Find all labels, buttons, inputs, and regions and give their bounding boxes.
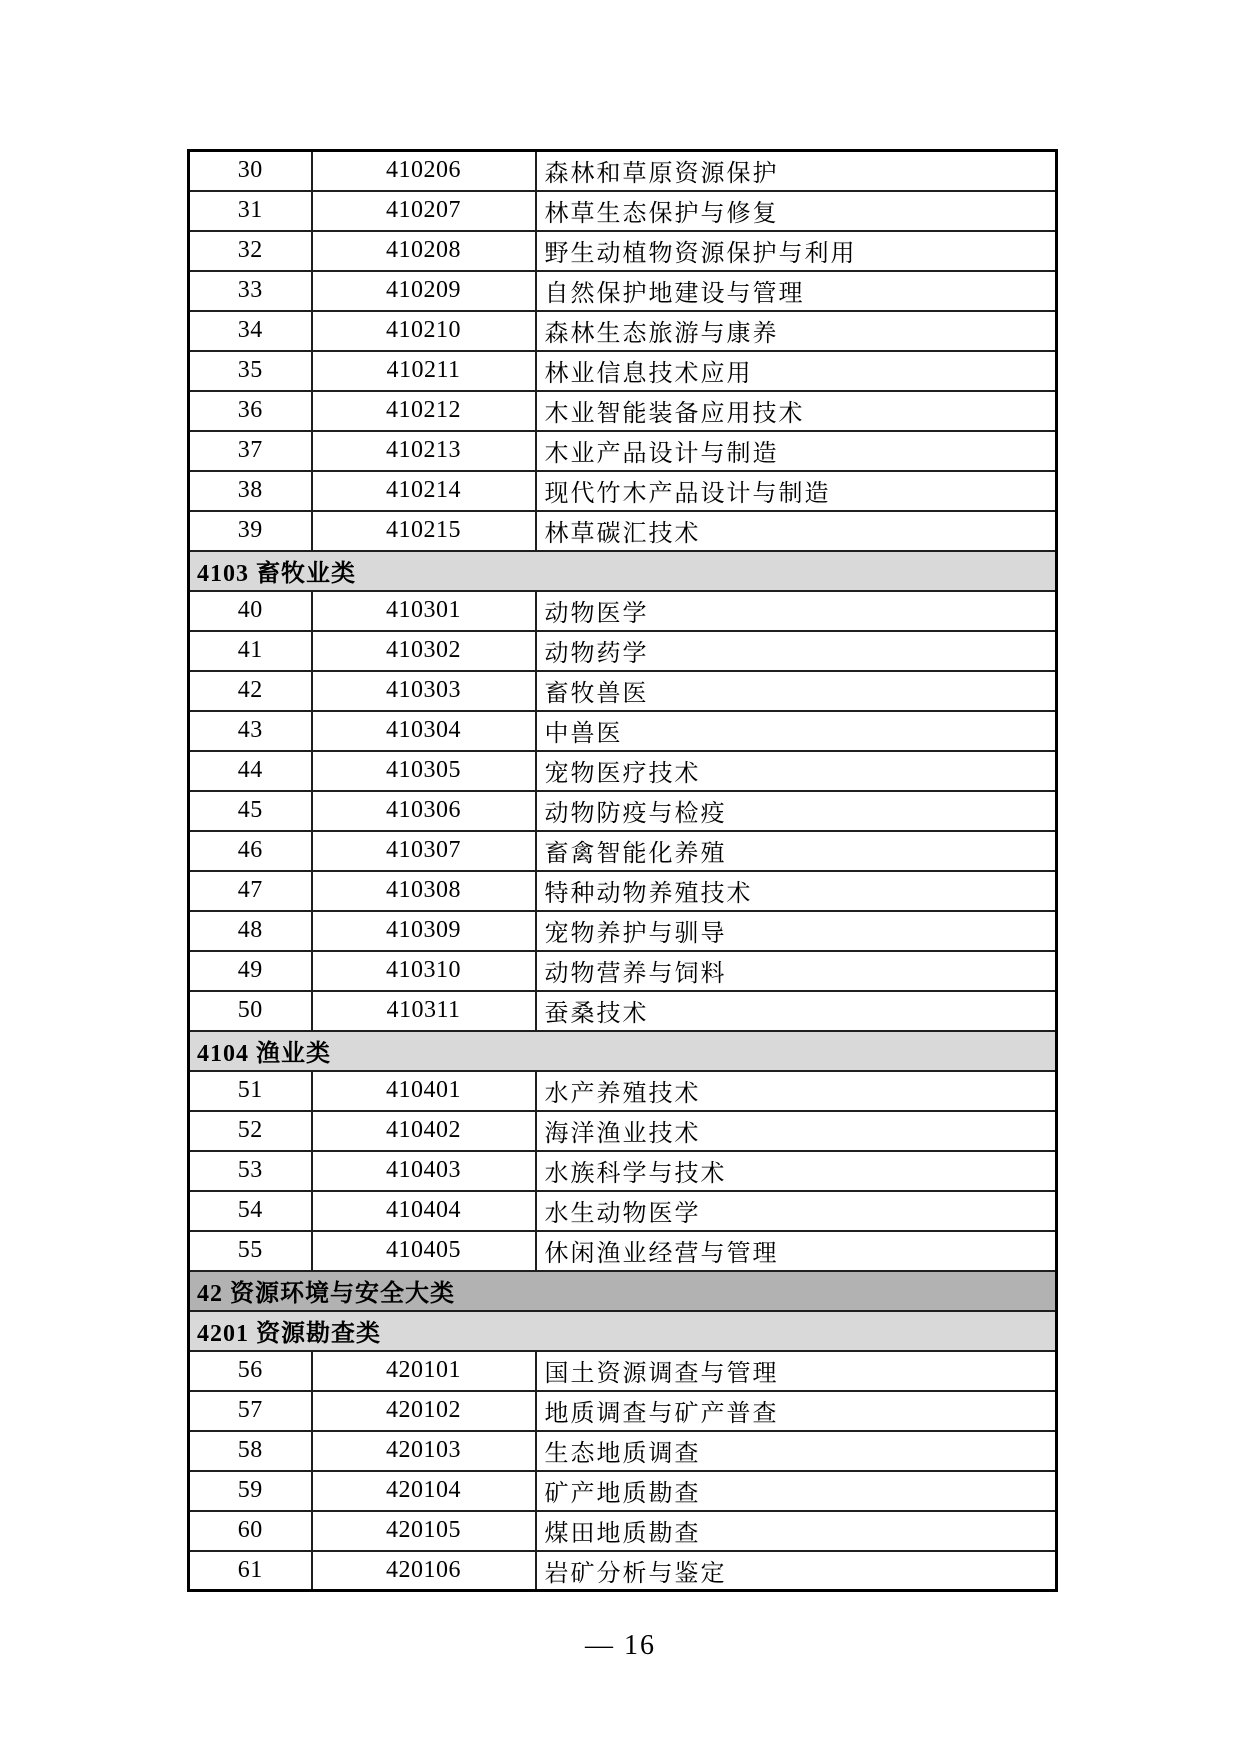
table-row — [189, 271, 1057, 311]
major-code-cell: 410401 — [312, 1071, 536, 1111]
row-number-cell: 58 — [189, 1431, 312, 1471]
table-row — [189, 191, 1057, 231]
major-code-cell: 420102 — [312, 1391, 536, 1431]
row-number-cell: 41 — [189, 631, 312, 671]
row-number-cell: 39 — [189, 511, 312, 551]
row-number-cell: 47 — [189, 871, 312, 911]
major-name-cell: 岩矿分析与鉴定 — [536, 1551, 1057, 1591]
major-name-cell: 林草生态保护与修复 — [536, 191, 1057, 231]
row-number-cell: 56 — [189, 1351, 312, 1391]
major-code-cell: 410311 — [312, 991, 536, 1031]
major-name-cell: 蚕桑技术 — [536, 991, 1057, 1031]
table-row — [189, 1071, 1057, 1111]
row-number-cell: 51 — [189, 1071, 312, 1111]
section-row — [189, 551, 1057, 591]
table-row — [189, 791, 1057, 831]
major-section-label: 42 资源环境与安全大类 — [189, 1271, 1057, 1311]
row-number-cell: 44 — [189, 751, 312, 791]
major-code-cell: 410405 — [312, 1231, 536, 1271]
section-label: 4103 畜牧业类 — [189, 551, 1057, 591]
major-code-cell: 410310 — [312, 951, 536, 991]
row-number-cell: 33 — [189, 271, 312, 311]
major-code-cell: 420106 — [312, 1551, 536, 1591]
major-name-cell: 林业信息技术应用 — [536, 351, 1057, 391]
table-row — [189, 951, 1057, 991]
major-code-cell: 410208 — [312, 231, 536, 271]
row-number-cell: 59 — [189, 1471, 312, 1511]
major-code-cell: 410301 — [312, 591, 536, 631]
major-code-cell: 410403 — [312, 1151, 536, 1191]
table-row — [189, 1431, 1057, 1471]
row-number-cell: 46 — [189, 831, 312, 871]
table-row — [189, 1231, 1057, 1271]
major-name-cell: 畜禽智能化养殖 — [536, 831, 1057, 871]
major-name-cell: 畜牧兽医 — [536, 671, 1057, 711]
major-name-cell: 木业产品设计与制造 — [536, 431, 1057, 471]
table-row — [189, 1351, 1057, 1391]
major-code-cell: 410211 — [312, 351, 536, 391]
table-row — [189, 631, 1057, 671]
major-name-cell: 木业智能装备应用技术 — [536, 391, 1057, 431]
major-name-cell: 森林和草原资源保护 — [536, 151, 1057, 191]
table-row — [189, 1551, 1057, 1591]
major-name-cell: 水产养殖技术 — [536, 1071, 1057, 1111]
major-name-cell: 野生动植物资源保护与利用 — [536, 231, 1057, 271]
table-row — [189, 1111, 1057, 1151]
table-row — [189, 1151, 1057, 1191]
section-row — [189, 1311, 1057, 1351]
table-row — [189, 711, 1057, 751]
row-number-cell: 60 — [189, 1511, 312, 1551]
row-number-cell: 53 — [189, 1151, 312, 1191]
major-code-cell: 410213 — [312, 431, 536, 471]
row-number-cell: 40 — [189, 591, 312, 631]
table-body — [189, 151, 1057, 1591]
row-number-cell: 42 — [189, 671, 312, 711]
major-name-cell: 宠物医疗技术 — [536, 751, 1057, 791]
major-code-cell: 410214 — [312, 471, 536, 511]
major-code-cell: 410206 — [312, 151, 536, 191]
major-code-cell: 410307 — [312, 831, 536, 871]
section-label: 4201 资源勘查类 — [189, 1311, 1057, 1351]
table-row — [189, 431, 1057, 471]
major-code-cell: 410308 — [312, 871, 536, 911]
row-number-cell: 48 — [189, 911, 312, 951]
major-name-cell: 煤田地质勘查 — [536, 1511, 1057, 1551]
table-row — [189, 671, 1057, 711]
major-name-cell: 宠物养护与驯导 — [536, 911, 1057, 951]
major-name-cell: 动物营养与饲料 — [536, 951, 1057, 991]
major-code-cell: 410404 — [312, 1191, 536, 1231]
major-code-cell: 420103 — [312, 1431, 536, 1471]
major-code-cell: 410209 — [312, 271, 536, 311]
row-number-cell: 45 — [189, 791, 312, 831]
table-row — [189, 231, 1057, 271]
row-number-cell: 49 — [189, 951, 312, 991]
table-row — [189, 911, 1057, 951]
major-code-cell: 410210 — [312, 311, 536, 351]
table-row — [189, 591, 1057, 631]
major-code-cell: 410215 — [312, 511, 536, 551]
major-name-cell: 动物药学 — [536, 631, 1057, 671]
major-code-cell: 410305 — [312, 751, 536, 791]
row-number-cell: 50 — [189, 991, 312, 1031]
row-number-cell: 30 — [189, 151, 312, 191]
row-number-cell: 36 — [189, 391, 312, 431]
major-name-cell: 林草碳汇技术 — [536, 511, 1057, 551]
row-number-cell: 52 — [189, 1111, 312, 1151]
row-number-cell: 54 — [189, 1191, 312, 1231]
major-code-cell: 410306 — [312, 791, 536, 831]
major-name-cell: 自然保护地建设与管理 — [536, 271, 1057, 311]
major-name-cell: 国土资源调查与管理 — [536, 1351, 1057, 1391]
table-row — [189, 991, 1057, 1031]
table-row — [189, 351, 1057, 391]
section-row — [189, 1031, 1057, 1071]
table-row — [189, 831, 1057, 871]
row-number-cell: 35 — [189, 351, 312, 391]
table-row — [189, 151, 1057, 191]
table-row — [189, 511, 1057, 551]
major-name-cell: 生态地质调查 — [536, 1431, 1057, 1471]
table-row — [189, 311, 1057, 351]
table-row — [189, 1191, 1057, 1231]
row-number-cell: 55 — [189, 1231, 312, 1271]
major-name-cell: 矿产地质勘查 — [536, 1471, 1057, 1511]
major-section-row — [189, 1271, 1057, 1311]
major-code-cell: 410303 — [312, 671, 536, 711]
row-number-cell: 61 — [189, 1551, 312, 1591]
major-code-cell: 420101 — [312, 1351, 536, 1391]
row-number-cell: 32 — [189, 231, 312, 271]
table-row — [189, 1471, 1057, 1511]
major-code-cell: 410302 — [312, 631, 536, 671]
major-code-cell: 410402 — [312, 1111, 536, 1151]
row-number-cell: 37 — [189, 431, 312, 471]
major-code-cell: 420105 — [312, 1511, 536, 1551]
row-number-cell: 57 — [189, 1391, 312, 1431]
table-row — [189, 1391, 1057, 1431]
table-row — [189, 751, 1057, 791]
major-code-cell: 410304 — [312, 711, 536, 751]
major-name-cell: 森林生态旅游与康养 — [536, 311, 1057, 351]
row-number-cell: 38 — [189, 471, 312, 511]
major-name-cell: 休闲渔业经营与管理 — [536, 1231, 1057, 1271]
table-row — [189, 871, 1057, 911]
major-name-cell: 动物防疫与检疫 — [536, 791, 1057, 831]
table-row — [189, 1511, 1057, 1551]
major-name-cell: 现代竹木产品设计与制造 — [536, 471, 1057, 511]
row-number-cell: 43 — [189, 711, 312, 751]
major-name-cell: 特种动物养殖技术 — [536, 871, 1057, 911]
major-name-cell: 地质调查与矿产普查 — [536, 1391, 1057, 1431]
major-code-cell: 410212 — [312, 391, 536, 431]
major-code-cell: 410207 — [312, 191, 536, 231]
row-number-cell: 34 — [189, 311, 312, 351]
major-code-cell: 410309 — [312, 911, 536, 951]
major-name-cell: 水生动物医学 — [536, 1191, 1057, 1231]
major-name-cell: 动物医学 — [536, 591, 1057, 631]
majors-catalog-table — [187, 149, 1058, 1592]
major-name-cell: 海洋渔业技术 — [536, 1111, 1057, 1151]
major-code-cell: 420104 — [312, 1471, 536, 1511]
table-row — [189, 471, 1057, 511]
table-row — [189, 391, 1057, 431]
major-name-cell: 水族科学与技术 — [536, 1151, 1057, 1191]
row-number-cell: 31 — [189, 191, 312, 231]
major-name-cell: 中兽医 — [536, 711, 1057, 751]
page-number: — 16 — [585, 1630, 656, 1661]
section-label: 4104 渔业类 — [189, 1031, 1057, 1071]
